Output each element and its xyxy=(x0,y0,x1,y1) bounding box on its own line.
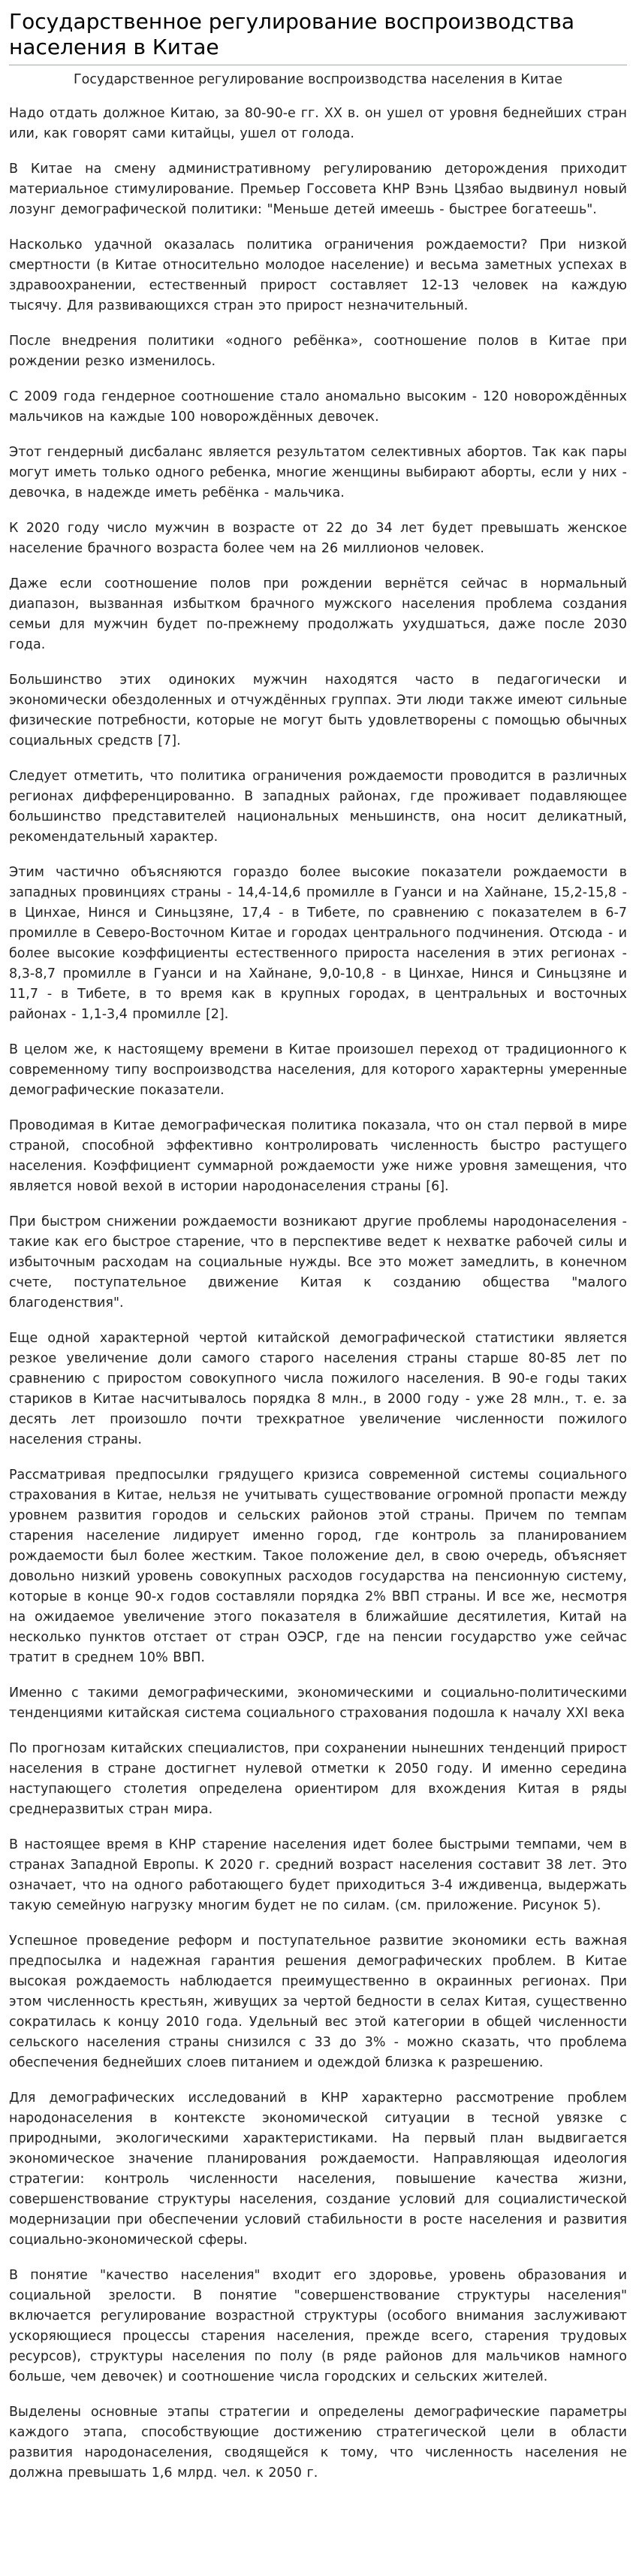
article-paragraph: Даже если соотношение полов при рождении вернётся сейчас в нормальный диапазон, вызванная избытком брачного мужского населения проблема создания семьи для мужчин будет по-прежнему продолжать ухудшаться, даже после 2030 года. xyxy=(9,576,627,652)
article-paragraph: Успешное проведение реформ и поступательное развитие экономики есть важная предпосылка и надежная гарантия решения демографических проблем. В Китае высокая рождаемость наблюдается преимущественно в окраинных регионах. При этом численность крестьян, живущих за чертой бедности в селах Китая, существенно сократилась к концу 2010 года. Удельный вес этой категории в общей численности сельского населения страны снизился с 33 до 3% - можно сказать, что проблема обеспечения беднейших слоев питанием и одеждой близка к разрешению. xyxy=(9,1934,627,2070)
article-paragraph: Выделены основные этапы стратегии и определены демографические параметры каждого этапа, способствующие достижению стратегической цели в области развития народонаселения, сводящейся к тому, что численность населения не должна превышать 1,6 млрд. чел. к 2050 г. xyxy=(9,2405,627,2481)
article-paragraph: Рассматривая предпосылки грядущего кризиса современной системы социального страхования в Китае, нельзя не учитывать существование огромной пропасти между уровнем развития городов и сельских районов этой страны. Причем по темпам старения население лидирует именно город, где контроль за планированием рождаемости был более жестким. Такое положение дел, в свою очередь, объясняет довольно низкий уровень совокупных расходов государства на пенсионную систему, которые в конце 90-х годов составляли порядка 2% ВВП страны. И все же, несмотря на ожидаемое увеличение этого показателя в ближайшие десятилетия, Китай на несколько пунктов отстает от стран ОЭСР, где на пенсии государство уже сейчас тратит в среднем 10% ВВП. xyxy=(9,1468,627,1665)
article-paragraph: В понятие "качество населения" входит его здоровье, уровень образования и социальной зрелости. В понятие "совершенствование структуры населения" включается регулирование возрастной структуры (особого внимания заслуживают ускоряющиеся процессы старения населения, прежде всего, старения трудовых ресурсов), структуры населения по полу (в ряде районов для мальчиков намного больше, чем девочек) и соотношение числа городских и сельских жителей. xyxy=(9,2268,627,2384)
article-paragraph: Большинство этих одиноких мужчин находятся часто в педагогически и экономически обездоленных и отчуждённых группах. Эти люди также имеют сильные физические потребности, которые не могут быть удовлетворены с помощью обычных социальных средств [7]. xyxy=(9,673,627,748)
article-paragraph: В Китае на смену административному регулированию деторождения приходит материальное стимулирование. Премьер Госсовета КНР Вэнь Цзябао выдвинул новый лозунг демографической политики: "Меньше детей имеешь - быстрее богатеешь". xyxy=(9,162,627,217)
article-paragraph: При быстром снижении рождаемости возникают другие проблемы народонаселения - такие как его быстрое старение, что в перспективе ведет к нехватке рабочей силы и избыточным расходам на социальные нужды. Все это может замедлить, в конечном счете, поступательное движение Китая к созданию общества "малого благоденствия". xyxy=(9,1214,627,1311)
article-paragraph: По прогнозам китайских специалистов, при сохранении нынешних тенденций прирост населения в стране достигнет нулевой отметки к 2050 году. И именно середина наступающего столетия определена ориентиром для вхождения Китая в ряды среднеразвитых стран мира. xyxy=(9,1741,627,1817)
article-paragraph: Еще одной характерной чертой китайской демографической статистики является резкое увеличение доли самого старого населения страны старше 80-85 лет по сравнению с приростом совокупного числа пожилого населения. В 90-е годы таких стариков в Китае насчитывалось порядка 8 млн., в 2000 году - уже 28 млн., т. е. за десять лет произошло почти трехкратное увеличение численности пожилого населения страны. xyxy=(9,1331,627,1447)
article-paragraph: После внедрения политики «одного ребёнка», соотношение полов в Китае при рождении резко изменилось. xyxy=(9,334,627,369)
article-paragraph: Этим частично объясняются гораздо более высокие показатели рождаемости в западных провинциях страны - 14,4-14,6 промилле в Гуанси и на Хайнане, 15,2-15,8 - в Цинхае, Нинся и Синьцзяне, 17,4 - в Тибете, по сравнению с показателем в 6-7 промилле в Северо-Восточном Китае и городах центрального подчинения. Отсюда - и более высокие коэффициенты естественного прироста населения в этих регионах - 8,3-8,7 промилле в Гуанси и на Хайнане, 9,0-10,8 - в Цинхае, Нинся и Синьцзяне и 11,7 - в Тибете, в то время как в крупных городах, в центральных и восточных районах - 1,1-3,4 промилле [2]. xyxy=(9,865,627,1022)
article-paragraph: Именно с такими демографическими, экономическими и социально-политическими тенденциями китайская система социального страхования подошла к началу XXI века xyxy=(9,1686,627,1721)
article-paragraph: С 2009 года гендерное соотношение стало аномально высоким - 120 новорождённых мальчиков на каждые 100 новорождённых девочек. xyxy=(9,389,627,425)
article-paragraph: В целом же, к настоящему времени в Китае произошел переход от традиционного к современному типу воспроизводства населения, для которого характерны умеренные демографические показатели. xyxy=(9,1042,627,1098)
article-paragraph: Следует отметить, что политика ограничения рождаемости проводится в различных регионах дифференцированно. В западных районах, где проживает подавляющее большинство представителей национальных меньшинств, она носит деликатный, рекомендательный характер. xyxy=(9,769,627,845)
article-body xyxy=(9,104,627,2484)
article-paragraph: Для демографических исследований в КНР характерно рассмотрение проблем народонаселения в контексте экономической ситуации в тесной увязке с природными, экологическими характеристиками. На первый план выдвигается экономическое значение планирования рождаемости. Направляющая идеология стратегии: контроль численности населения, повышение качества жизни, совершенствование структуры населения, создание условий для социалистической модернизации при обеспечении условий стабильности в росте населения и развития социально-экономической сферы. xyxy=(9,2091,627,2248)
article-paragraph: Проводимая в Китае демографическая политика показала, что он стал первой в мире страной, способной эффективно контролировать численность быстро растущего населения. Коэффициент суммарной рождаемости уже ниже уровня замещения, что является новой вехой в истории народонаселения страны [6]. xyxy=(9,1118,627,1194)
article-paragraph: Этот гендерный дисбаланс является результатом селективных абортов. Так как пары могут иметь только одного ребенка, многие женщины выбирают аборты, если у них - девочка, в надежде иметь ребёнка - мальчика. xyxy=(9,445,627,500)
article-paragraph: Надо отдать должное Китаю, за 80-90-е гг. XX в. он ушел от уровня беднейших стран или, как говорят сами китайцы, ушел от голода. xyxy=(9,106,627,141)
article-paragraph: К 2020 году число мужчин в возрасте от 22 до 34 лет будет превышать женское население брачного возраста более чем на 26 миллионов человек. xyxy=(9,521,627,556)
article-paragraph: Насколько удачной оказалась политика ограничения рождаемости? При низкой смертности (в Китае относительно молодое население) и весьма заметных успехах в здравоохранении, естественный прирост составляет 12-13 человек на каждую тысячу. Для развивающихся стран это прирост незначительный. xyxy=(9,237,627,313)
article-paragraph: В настоящее время в КНР старение населения идет более быстрыми темпами, чем в странах Западной Европы. К 2020 г. средний возраст населения составит 38 лет. Это означает, что на одного работающего будет приходиться 3-4 иждивенца, выдержать такую семейную нагрузку многим будет не по силам. (см. приложение. Рисунок 5). xyxy=(9,1837,627,1913)
page-title: Государственное регулирование воспроизводства населения в Китае xyxy=(9,0,627,65)
article-subtitle: Государственное регулирование воспроизводства населения в Китае xyxy=(74,72,562,87)
